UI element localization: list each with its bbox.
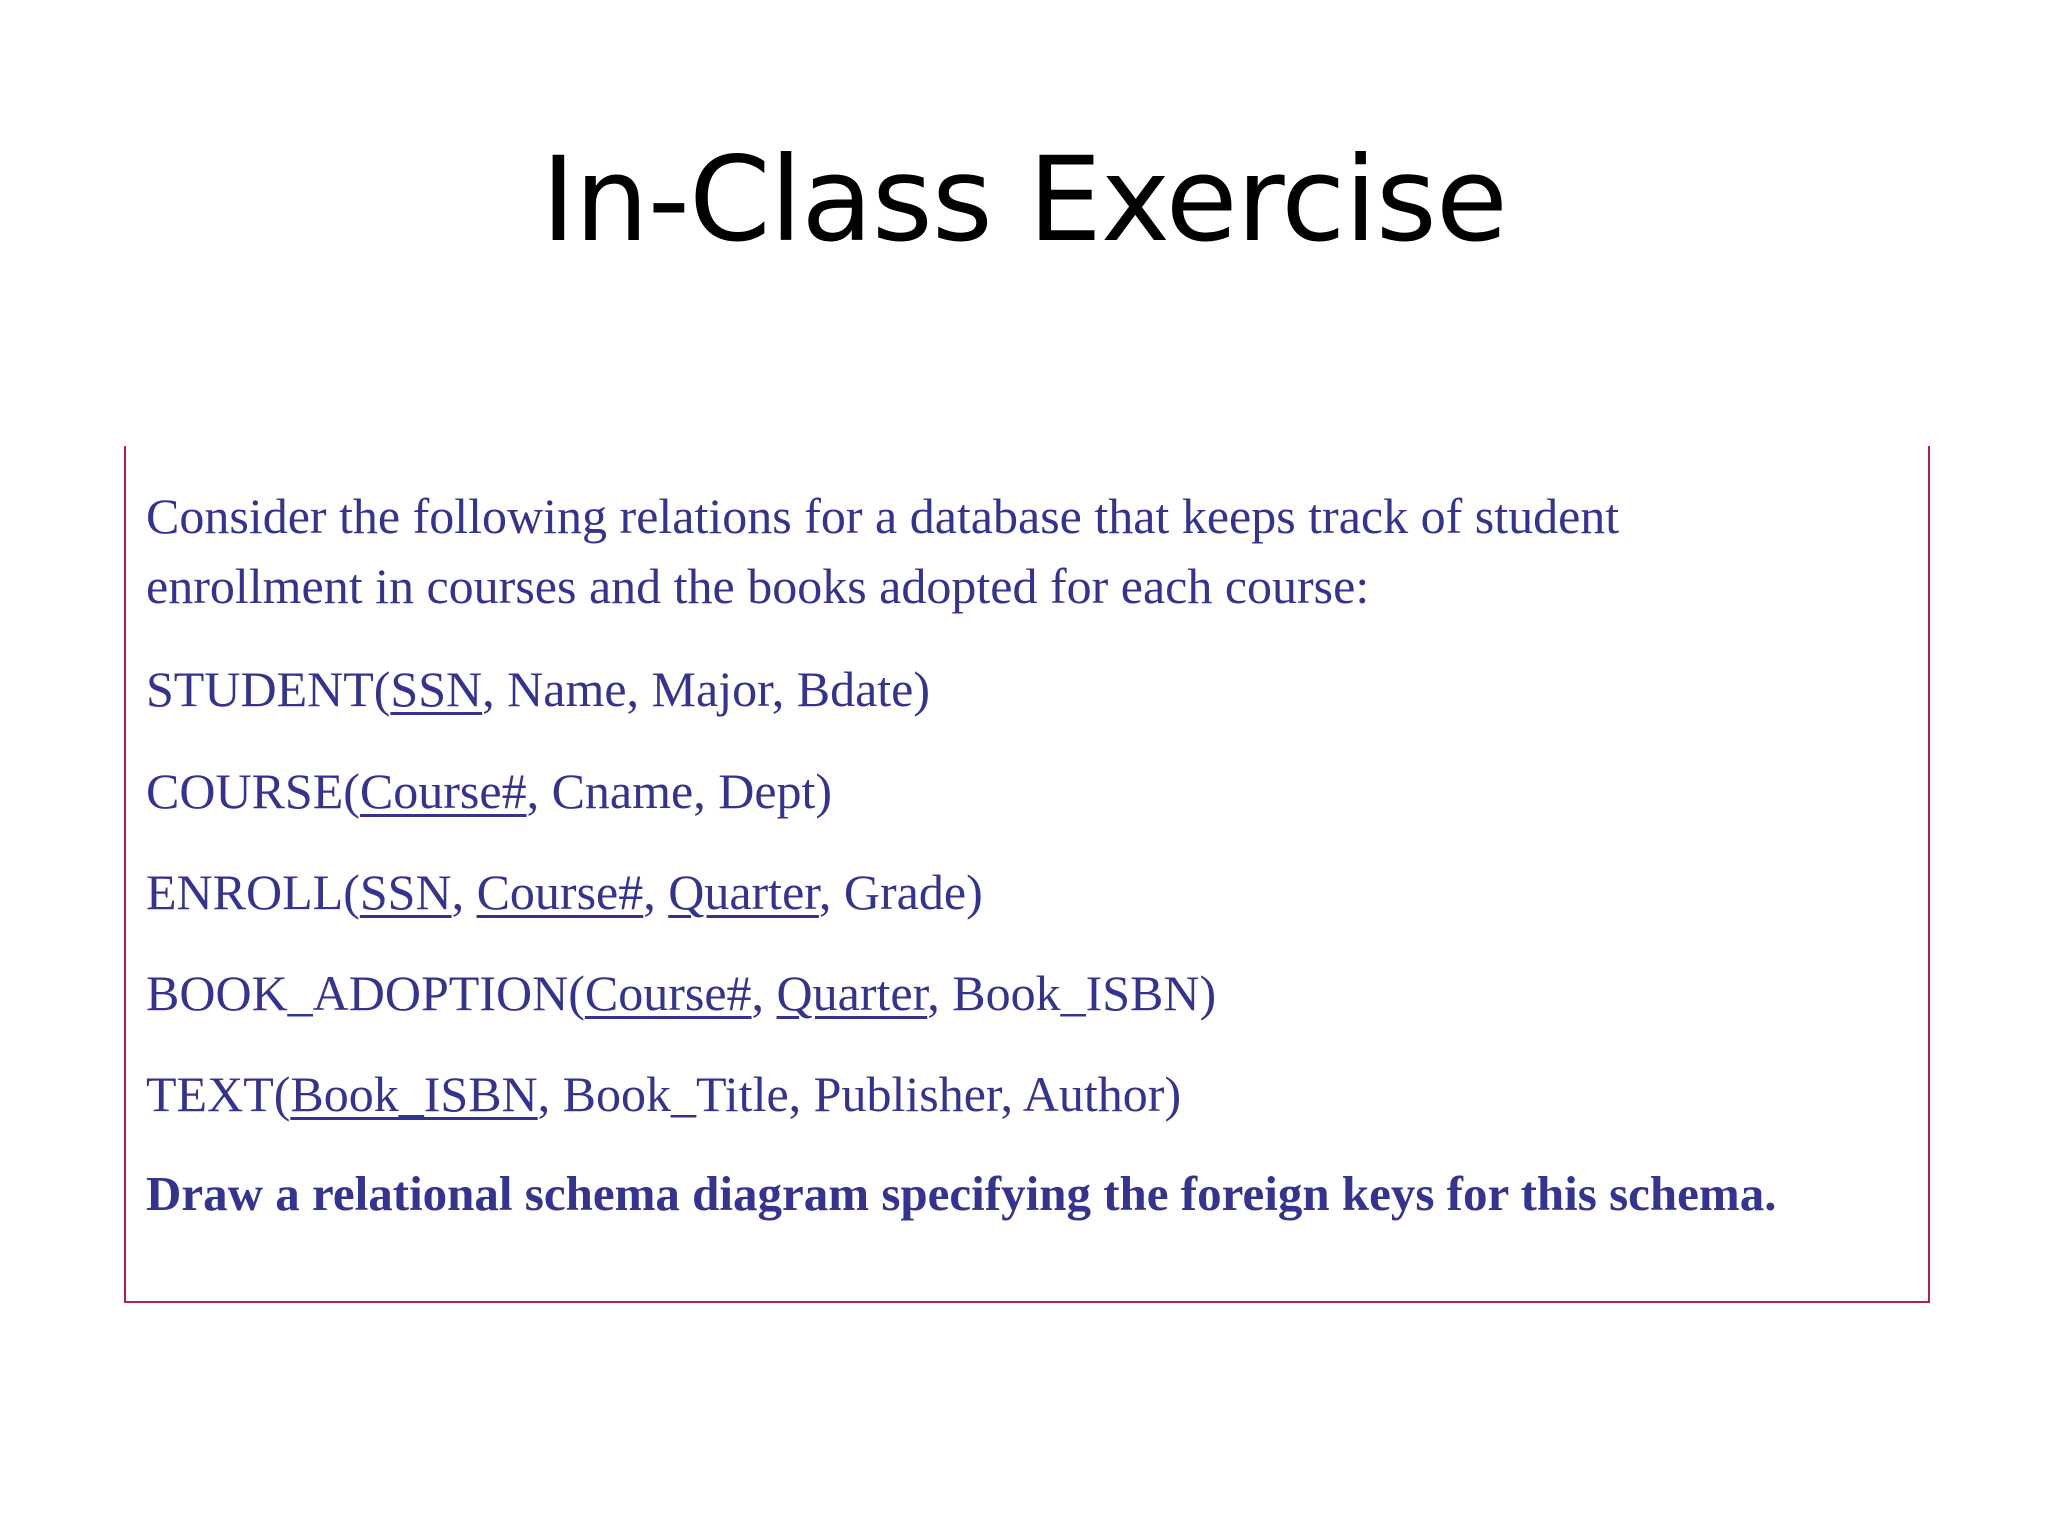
slide-title: In-Class Exercise	[541, 131, 1507, 268]
primary-key-course-number: Course#	[584, 965, 752, 1021]
primary-key-course-number: Course#	[476, 864, 644, 920]
relation-text	[146, 1059, 1181, 1129]
intro-line-1: Consider the following relations for a database that keeps track of student	[146, 488, 1620, 544]
relation-name: TEXT(	[146, 1066, 291, 1122]
primary-key-ssn: SSN	[359, 864, 452, 920]
intro-line-2: enrollment in courses and the books adopted for each course:	[146, 558, 1370, 614]
exercise-box	[124, 446, 1930, 1303]
primary-key-course-number: Course#	[359, 763, 527, 819]
relation-attributes: , Name, Major, Bdate)	[482, 661, 931, 717]
relation-enroll	[146, 857, 983, 927]
primary-key-quarter: Quarter	[668, 864, 819, 920]
relation-student	[146, 654, 930, 724]
relation-name: ENROLL(	[146, 864, 360, 920]
primary-key-quarter: Quarter	[776, 965, 928, 1021]
relation-attributes: , Book_Title, Publisher, Author)	[537, 1066, 1182, 1122]
relation-attributes: , Grade)	[818, 864, 983, 920]
exercise-instruction: Draw a relational schema diagram specifying the foreign keys for this schema.	[146, 1166, 1777, 1221]
separator: ,	[643, 864, 669, 920]
relation-name: COURSE(	[146, 763, 360, 819]
relation-attributes: , Cname, Dept)	[526, 763, 833, 819]
primary-key-book-isbn: Book_ISBN	[290, 1066, 538, 1122]
relation-name: STUDENT(	[146, 661, 391, 717]
exercise-intro	[146, 481, 1619, 621]
relation-course	[146, 756, 832, 826]
relation-name: BOOK_ADOPTION(	[146, 965, 585, 1021]
primary-key-ssn: SSN	[390, 661, 483, 717]
relation-attributes: , Book_ISBN)	[927, 965, 1217, 1021]
separator: ,	[751, 965, 777, 1021]
separator: ,	[451, 864, 477, 920]
relation-book-adoption	[146, 958, 1216, 1028]
